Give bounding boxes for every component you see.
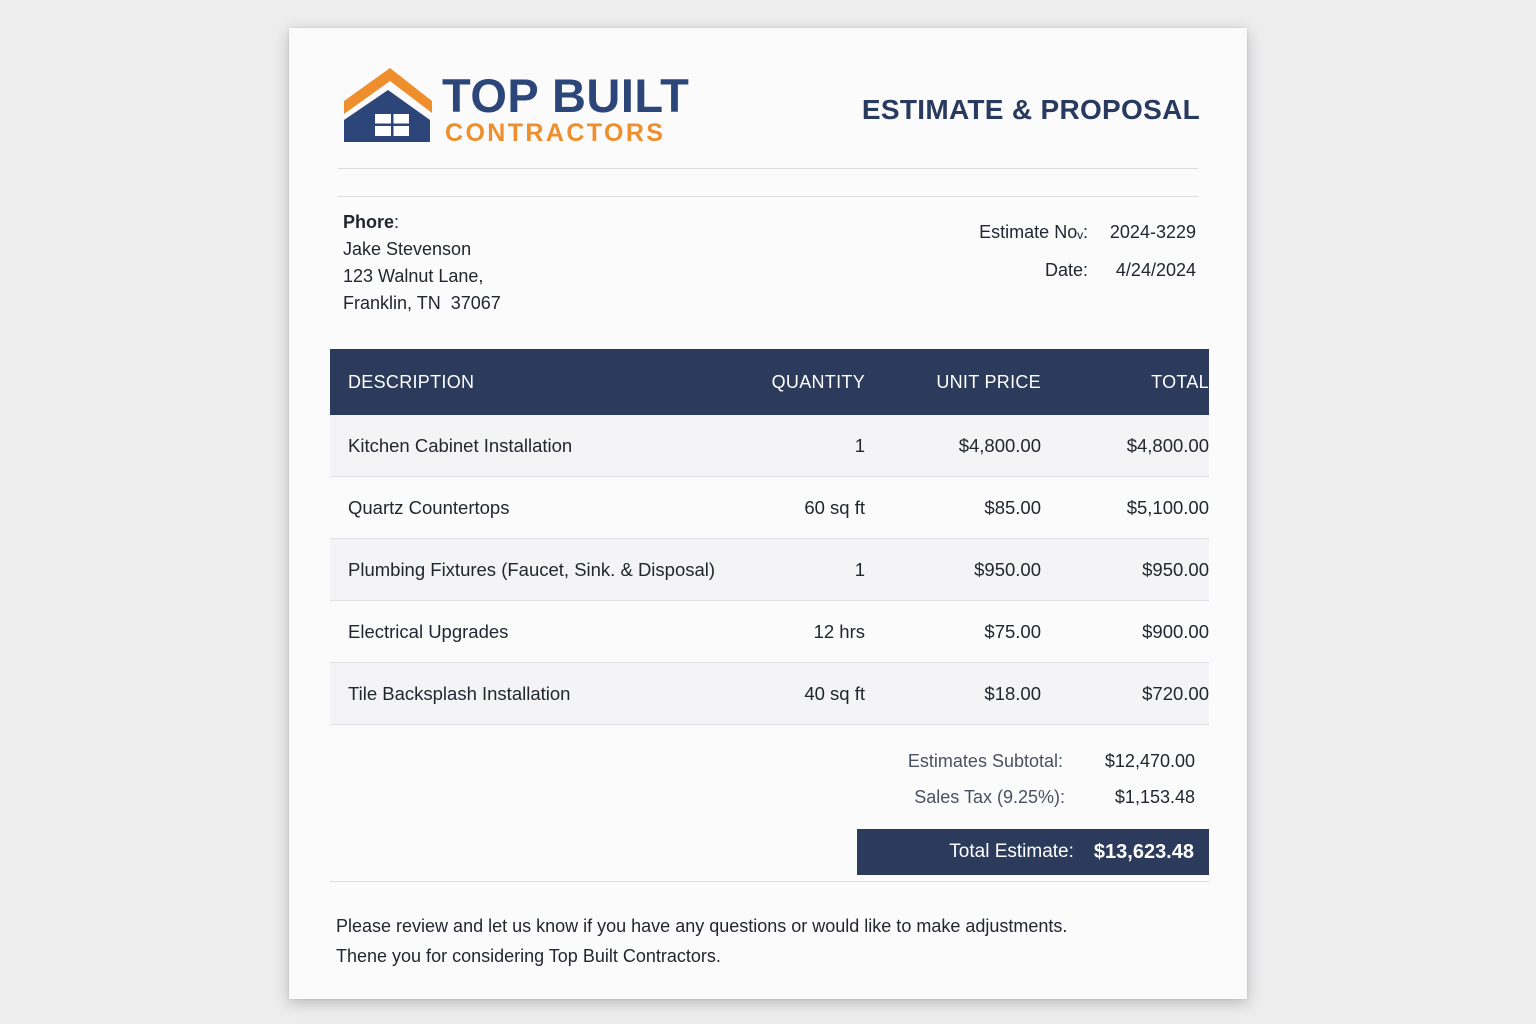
cell-total: $5,100.00 (1126, 496, 1209, 518)
table-header (330, 349, 1209, 415)
tax-row (914, 787, 1195, 808)
document-title: ESTIMATE & PROPOSAL (861, 94, 1200, 125)
column-header-unit-price: UNIT PRICE (936, 371, 1041, 392)
closing-note-line1: Please review and let us know if you have any questions or would like to make adjustments. (336, 916, 1068, 936)
cell-total: $4,800.00 (1126, 434, 1209, 456)
total-estimate-box (857, 829, 1209, 875)
table-body (330, 415, 1209, 725)
cell-total: $900.00 (1142, 620, 1209, 642)
divider (338, 196, 1198, 197)
table-row (330, 539, 1209, 601)
client-label: Phore (343, 212, 395, 232)
cell-unit-price: $85.00 (984, 496, 1041, 518)
client-label-line (343, 209, 501, 236)
column-header-description: DESCRIPTION (348, 371, 475, 392)
cell-unit-price: $4,800.00 (958, 434, 1041, 456)
cell-description: Quartz Countertops (348, 496, 510, 518)
cell-quantity: 12 hrs (813, 620, 865, 642)
table-row (330, 601, 1209, 663)
estimate-meta (979, 219, 1196, 295)
cell-description: Electrical Upgrades (348, 620, 509, 642)
tax-label: Sales Tax (9.25%): (914, 787, 1065, 807)
column-header-total: TOTAL (1151, 371, 1209, 392)
cell-description: Kitchen Cabinet Installation (348, 434, 573, 456)
cell-total: $720.00 (1142, 682, 1209, 704)
estimate-number-value: 2024-3229 (1109, 222, 1196, 242)
estimate-number-row (979, 219, 1196, 246)
closing-note (336, 911, 1067, 971)
house-logo-icon (344, 68, 432, 144)
cell-quantity: 1 (854, 434, 865, 456)
divider (338, 168, 1198, 169)
cell-quantity: 40 sq ft (804, 682, 865, 704)
date-value: 4/24/2024 (1115, 260, 1196, 280)
subtotal-label: Estimates Subtotal: (907, 751, 1063, 771)
cell-quantity: 60 sq ft (804, 496, 865, 518)
subtotal-value: $12,470.00 (1104, 751, 1195, 771)
column-header-quantity: QUANTITY (771, 371, 865, 392)
cell-quantity: 1 (854, 558, 865, 580)
date-label: Date: (1044, 260, 1088, 280)
cell-unit-price: $75.00 (984, 620, 1041, 642)
total-estimate-label: Total Estimate: (949, 841, 1074, 862)
closing-note-line2: Thene you for considering Top Built Contractors. (336, 946, 721, 966)
cell-description: Plumbing Fixtures (Faucet, Sink. & Disposal) (348, 558, 716, 580)
cell-description: Tile Backsplash Installation (348, 682, 571, 704)
table-row (330, 663, 1209, 725)
subtotal-row (908, 751, 1195, 772)
cell-unit-price: $18.00 (984, 682, 1041, 704)
total-estimate-value: $13,623.48 (1093, 840, 1194, 863)
client-address-line1: 123 Walnut Lane, (343, 266, 484, 286)
table-row (330, 477, 1209, 539)
cell-unit-price: $950.00 (974, 558, 1041, 580)
client-address-line2: Franklin, TN 37067 (343, 293, 501, 313)
divider (330, 881, 1209, 882)
company-name: TOP BUILT (442, 69, 690, 122)
company-subtitle: CONTRACTORS (445, 119, 666, 147)
estimate-number-label: Estimate Noᵥ: (979, 222, 1088, 242)
tax-value: $1,153.48 (1114, 787, 1195, 807)
client-label-colon: : (394, 212, 400, 232)
client-name: Jake Stevenson (343, 239, 472, 259)
estimate-document (289, 28, 1247, 999)
cell-total: $950.00 (1142, 558, 1209, 580)
line-items-table (330, 349, 1209, 725)
table-row (330, 415, 1209, 477)
client-info (343, 209, 501, 317)
date-row (979, 257, 1196, 284)
